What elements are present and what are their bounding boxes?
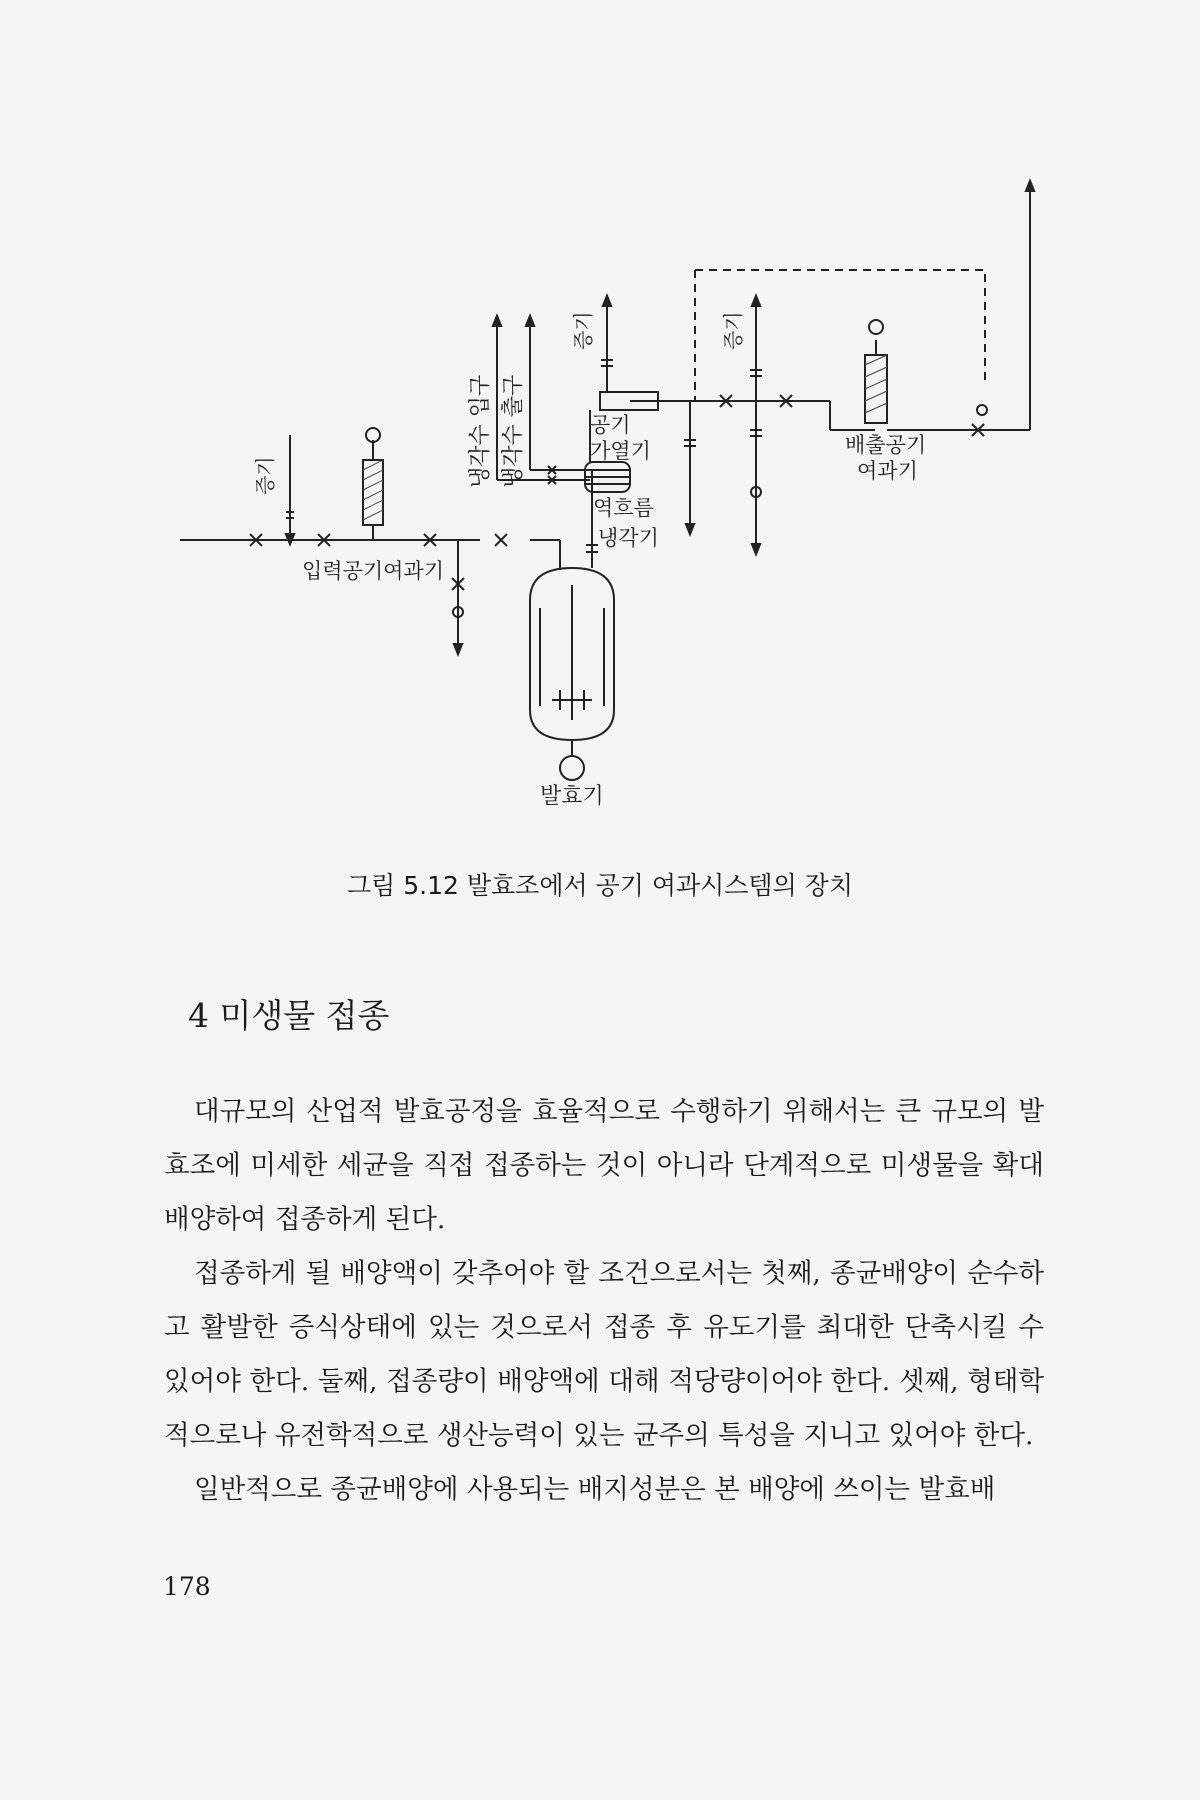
label-coolant-out: 냉각수 출구 — [501, 374, 526, 488]
page-number: 178 — [163, 1572, 211, 1601]
body-text — [164, 1085, 1044, 1517]
label-exhaust-2: 여과기 — [857, 459, 918, 483]
paragraph: 대규모의 산업적 발효공정을 효율적으로 수행하기 위해서는 큰 규모의 발효조에 미세한 세균을 직접 접종하는 것이 아니라 단계적으로 미생물을 확대 배양하여 접종하게 된다. — [164, 1096, 1044, 1235]
label-coolant-in: 냉각수 입구 — [468, 374, 493, 488]
section-heading: 4 미생물 접종 — [188, 996, 390, 1035]
label-reflux-2: 냉각기 — [598, 526, 659, 550]
label-reflux-1: 역흐름 — [593, 496, 654, 520]
label-air-heater-2: 가열기 — [590, 439, 651, 463]
label-inlet-filter: 입력공기여과기 — [302, 559, 445, 583]
label-steam-mid: 증기 — [571, 311, 595, 350]
label-exhaust-1: 배출공기 — [845, 433, 927, 457]
figure-caption: 그림 5.12 발효조에서 공기 여과시스템의 장치 — [347, 871, 853, 900]
label-air-heater-1: 공기 — [590, 413, 631, 437]
label-steam-right: 증기 — [721, 311, 745, 350]
paragraph: 일반적으로 종균배양에 사용되는 배지성분은 본 배양에 쓰이는 발효배 — [194, 1474, 996, 1505]
label-steam-left: 증기 — [253, 456, 277, 495]
air-filtration-diagram — [0, 0, 1200, 840]
paragraph: 접종하게 될 배양액이 갖추어야 할 조건으로서는 첫째, 종균배양이 순수하고 활발한 증식상태에 있는 것으로서 접종 후 유도기를 최대한 단축시킬 수 있어야 한다. 둘째, 접종량이 배양액에 대해 적당량이어야 한다. 셋째, 형태학적으로나 유전학적으로 생산능력이 있는 균주의 특성을 지니고 있어야 한다. — [164, 1258, 1044, 1451]
label-fermenter: 발효기 — [540, 784, 604, 809]
